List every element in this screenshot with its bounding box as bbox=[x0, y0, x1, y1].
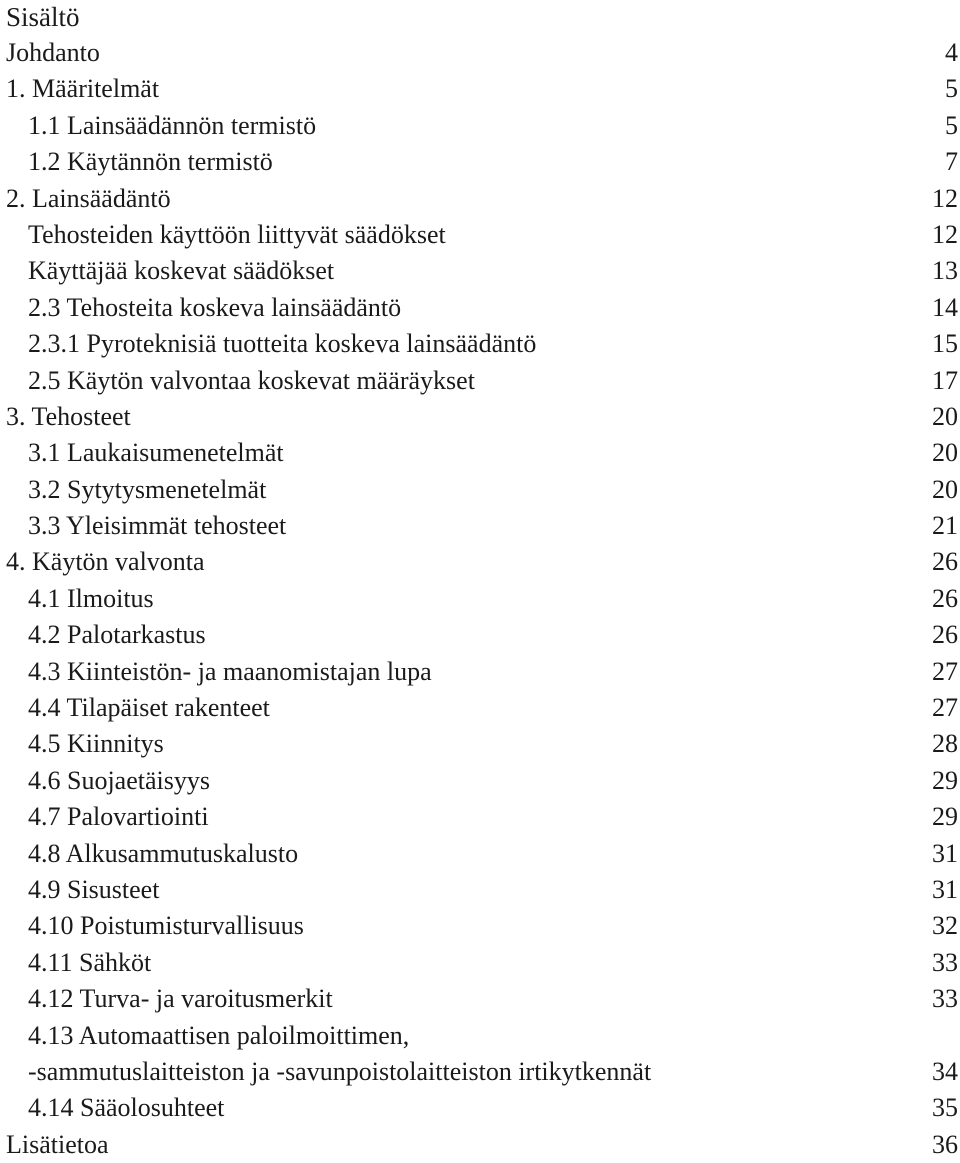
toc-entry-title: 4.5 Kiinnitys bbox=[28, 729, 164, 759]
toc-entry[interactable] bbox=[6, 654, 960, 690]
toc-entry-title: 1.1 Lainsäädännön termistö bbox=[28, 110, 317, 140]
toc-entry-page-number: 13 bbox=[932, 256, 958, 286]
toc-entry-page-number: 31 bbox=[932, 838, 958, 868]
toc-entry-page-number: 27 bbox=[932, 656, 958, 686]
toc-entry-page-number: 15 bbox=[932, 329, 958, 359]
toc-entry[interactable] bbox=[6, 181, 960, 217]
toc-entry[interactable] bbox=[6, 435, 960, 471]
toc-entry-page-number: 26 bbox=[932, 547, 958, 577]
toc-entry-page-number: 12 bbox=[932, 219, 958, 249]
toc-entry-title: Tehosteiden käyttöön liittyvät säädökset bbox=[28, 219, 446, 249]
toc-entry[interactable] bbox=[6, 581, 960, 617]
toc-entry[interactable] bbox=[6, 799, 960, 835]
toc-entry-title: 4.1 Ilmoitus bbox=[28, 583, 154, 613]
toc-entry-title: 1.2 Käytännön termistö bbox=[28, 147, 273, 177]
toc-entry-page-number: 36 bbox=[932, 1129, 958, 1159]
toc-entry-page-number: 33 bbox=[932, 947, 958, 977]
toc-entry[interactable] bbox=[6, 363, 960, 399]
toc-entry-page-number: 35 bbox=[932, 1093, 958, 1123]
toc-entry-page-number: 31 bbox=[932, 874, 958, 904]
toc-entry[interactable] bbox=[6, 326, 960, 362]
toc-entry-page-number: 27 bbox=[932, 693, 958, 723]
toc-entry-page-number: 26 bbox=[932, 583, 958, 613]
toc-entry[interactable] bbox=[6, 399, 960, 435]
toc-entry-page-number: 20 bbox=[932, 474, 958, 504]
toc-entry-title: 4.13 Automaattisen paloilmoittimen, bbox=[28, 1020, 410, 1050]
toc-heading: Sisältö bbox=[6, 2, 80, 32]
toc-entry-title: 3.3 Yleisimmät tehosteet bbox=[28, 511, 287, 541]
toc-entry[interactable] bbox=[6, 35, 960, 71]
toc-entry[interactable] bbox=[6, 1018, 960, 1054]
toc-entry[interactable] bbox=[6, 290, 960, 326]
toc-entry-title: 1. Määritelmät bbox=[6, 74, 160, 104]
toc-entry[interactable] bbox=[6, 217, 960, 253]
toc-entry-title: 4.8 Alkusammutuskalusto bbox=[28, 838, 299, 868]
toc-entry-page-number: 5 bbox=[945, 74, 958, 104]
toc-entry-page-number: 32 bbox=[932, 911, 958, 941]
toc-entry-title: Johdanto bbox=[6, 38, 100, 67]
table-of-contents bbox=[6, 0, 960, 1163]
toc-entry[interactable] bbox=[6, 1090, 960, 1126]
toc-entry[interactable] bbox=[6, 108, 960, 144]
toc-entry[interactable] bbox=[6, 472, 960, 508]
toc-entry-page-number: 21 bbox=[932, 511, 958, 541]
toc-entry-title: 4.9 Sisusteet bbox=[28, 874, 160, 904]
toc-entry[interactable] bbox=[6, 144, 960, 180]
toc-entry-page-number: 34 bbox=[932, 1056, 958, 1086]
toc-entry-page-number: 20 bbox=[932, 401, 958, 431]
toc-entry[interactable] bbox=[6, 908, 960, 944]
toc-entry-page-number: 20 bbox=[932, 438, 958, 468]
toc-entry-page-number: 5 bbox=[945, 110, 958, 140]
toc-entry-title: 4.11 Sähköt bbox=[28, 947, 152, 977]
toc-entry-title: 4.10 Poistumisturvallisuus bbox=[28, 911, 304, 941]
toc-entry-page-number: 29 bbox=[932, 802, 958, 832]
toc-entry-title: 4.14 Sääolosuhteet bbox=[28, 1093, 225, 1123]
toc-entry-title: 4.3 Kiinteistön- ja maanomistajan lupa bbox=[28, 656, 432, 686]
toc-entry-page-number: 33 bbox=[932, 984, 958, 1014]
toc-entry[interactable] bbox=[6, 253, 960, 289]
toc-entry-title: -sammutuslaitteiston ja -savunpoistolaitteiston irtikytkennät bbox=[28, 1056, 652, 1086]
toc-entry-title: 2.3 Tehosteita koskeva lainsäädäntö bbox=[28, 292, 402, 322]
toc-entry-title: 3.2 Sytytysmenetelmät bbox=[28, 474, 267, 504]
toc-entry[interactable] bbox=[6, 508, 960, 544]
toc-entry[interactable] bbox=[6, 617, 960, 653]
toc-entry-title: 2.5 Käytön valvontaa koskevat määräykset bbox=[28, 365, 475, 395]
toc-entry[interactable] bbox=[6, 836, 960, 872]
toc-entry[interactable] bbox=[6, 981, 960, 1017]
toc-entry-title: Lisätietoa bbox=[6, 1129, 109, 1159]
toc-entry[interactable] bbox=[6, 71, 960, 107]
toc-entry[interactable] bbox=[6, 1054, 960, 1090]
toc-entry-title: 2. Lainsäädäntö bbox=[6, 183, 171, 213]
toc-entry[interactable] bbox=[6, 690, 960, 726]
toc-entry[interactable] bbox=[6, 544, 960, 580]
toc-entry-title: 4. Käytön valvonta bbox=[6, 547, 205, 577]
toc-entry[interactable] bbox=[6, 726, 960, 762]
toc-list bbox=[6, 35, 960, 1163]
toc-entry-title: 4.6 Suojaetäisyys bbox=[28, 765, 210, 795]
toc-entry-title: 2.3.1 Pyroteknisiä tuotteita koskeva lainsäädäntö bbox=[28, 329, 537, 359]
toc-entry-page-number: 26 bbox=[932, 620, 958, 650]
toc-entry-title: 4.2 Palotarkastus bbox=[28, 620, 206, 650]
toc-entry[interactable] bbox=[6, 945, 960, 981]
toc-entry-title: 3. Tehosteet bbox=[6, 401, 131, 431]
toc-entry-title: Käyttäjää koskevat säädökset bbox=[28, 256, 335, 286]
toc-entry-title: 4.7 Palovartiointi bbox=[28, 802, 209, 832]
toc-entry[interactable] bbox=[6, 1127, 960, 1163]
toc-entry-title: 4.12 Turva- ja varoitusmerkit bbox=[28, 984, 333, 1014]
toc-entry-page-number: 17 bbox=[932, 365, 958, 395]
toc-entry-page-number: 28 bbox=[932, 729, 958, 759]
toc-entry-page-number: 14 bbox=[932, 292, 958, 322]
toc-entry-page-number: 7 bbox=[945, 147, 958, 177]
toc-entry-title: 4.4 Tilapäiset rakenteet bbox=[28, 693, 270, 723]
toc-entry-page-number: 29 bbox=[932, 765, 958, 795]
toc-entry-page-number: 4 bbox=[945, 38, 958, 67]
toc-entry-page-number: 12 bbox=[932, 183, 958, 213]
toc-entry[interactable] bbox=[6, 872, 960, 908]
toc-entry[interactable] bbox=[6, 763, 960, 799]
toc-entry-title: 3.1 Laukaisumenetelmät bbox=[28, 438, 284, 468]
